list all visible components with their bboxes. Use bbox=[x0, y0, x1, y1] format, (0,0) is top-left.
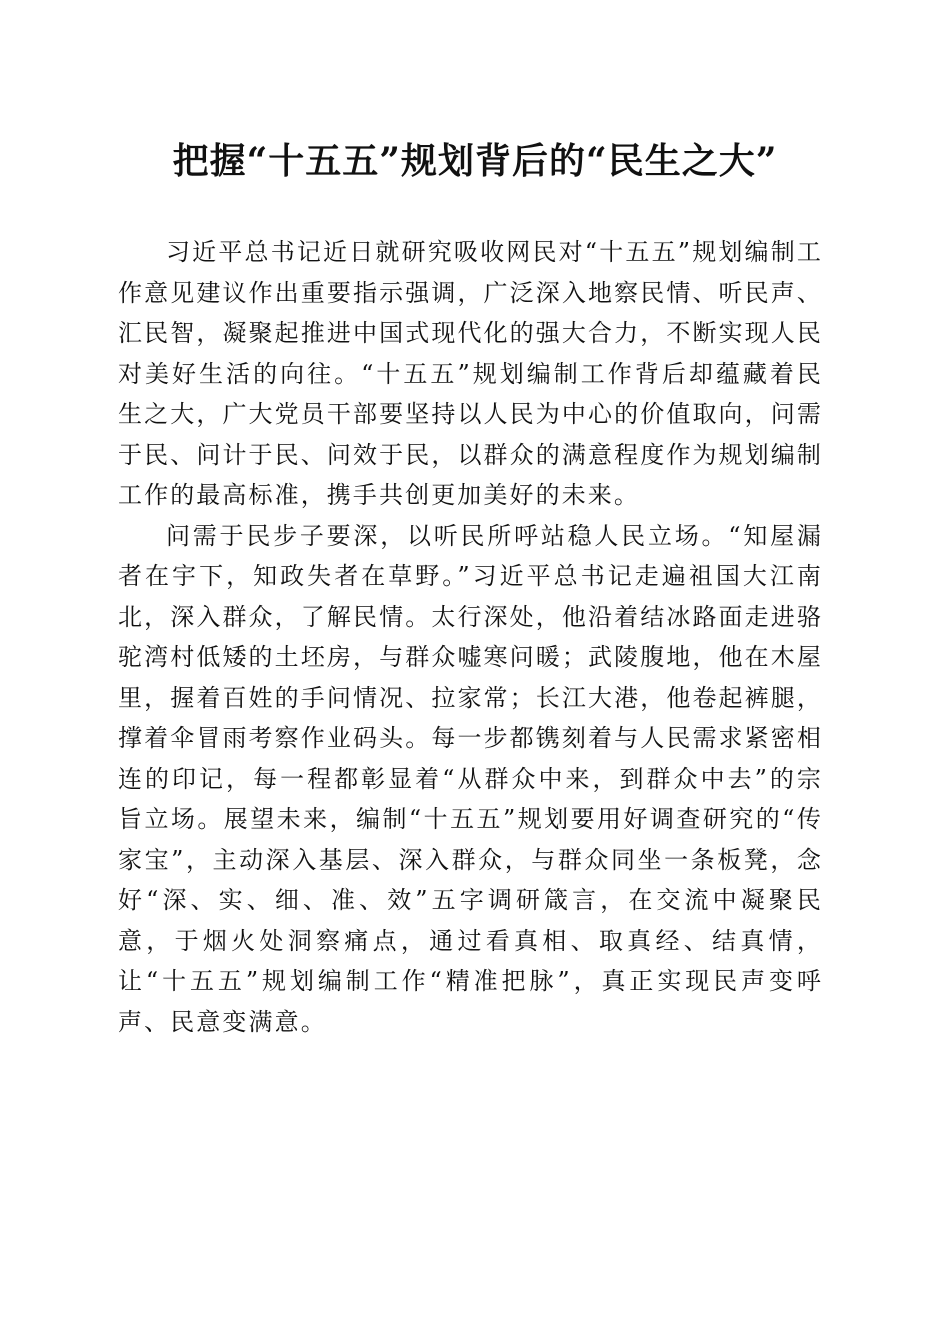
document-body bbox=[118, 232, 823, 1042]
paragraph-1: 习近平总书记近日就研究吸收网民对“十五五”规划编制工作意见建议作出重要指示强调，广泛深入地察民情、听民声、汇民智，凝聚起推进中国式现代化的强大合力，不断实现人民对美好生活的向往。“十五五”规划编制工作背后却蕴藏着民生之大，广大党员干部要坚持以人民为中心的价值取向，问需于民、问计于民、问效于民，以群众的满意程度作为规划编制工作的最高标准，携手共创更加美好的未来。 bbox=[118, 238, 823, 509]
paragraph-2: 问需于民步子要深，以听民所呼站稳人民立场。“知屋漏者在宇下，知政失者在草野。”习近平总书记走遍祖国大江南北，深入群众，了解民情。太行深处，他沿着结冰路面走进骆驼湾村低矮的土坯房，与群众嘘寒问暖；武陵腹地，他在木屋里，握着百姓的手问情况、拉家常；长江大港，他卷起裤腿，撑着伞冒雨考察作业码头。每一步都镌刻着与人民需求紧密相连的印记，每一程都彰显着“从群众中来，到群众中去”的宗旨立场。展望未来，编制“十五五”规划要用好调查研究的“传家宝”，主动深入基层、深入群众，与群众同坐一条板凳，念好“深、实、细、准、效”五字调研箴言，在交流中凝聚民意，于烟火处洞察痛点，通过看真相、取真经、结真情，让“十五五”规划编制工作“精准把脉”，真正实现民声变呼声、民意变满意。 bbox=[118, 521, 823, 1036]
document-title: 把握“十五五”规划背后的“民生之大” bbox=[172, 140, 778, 182]
